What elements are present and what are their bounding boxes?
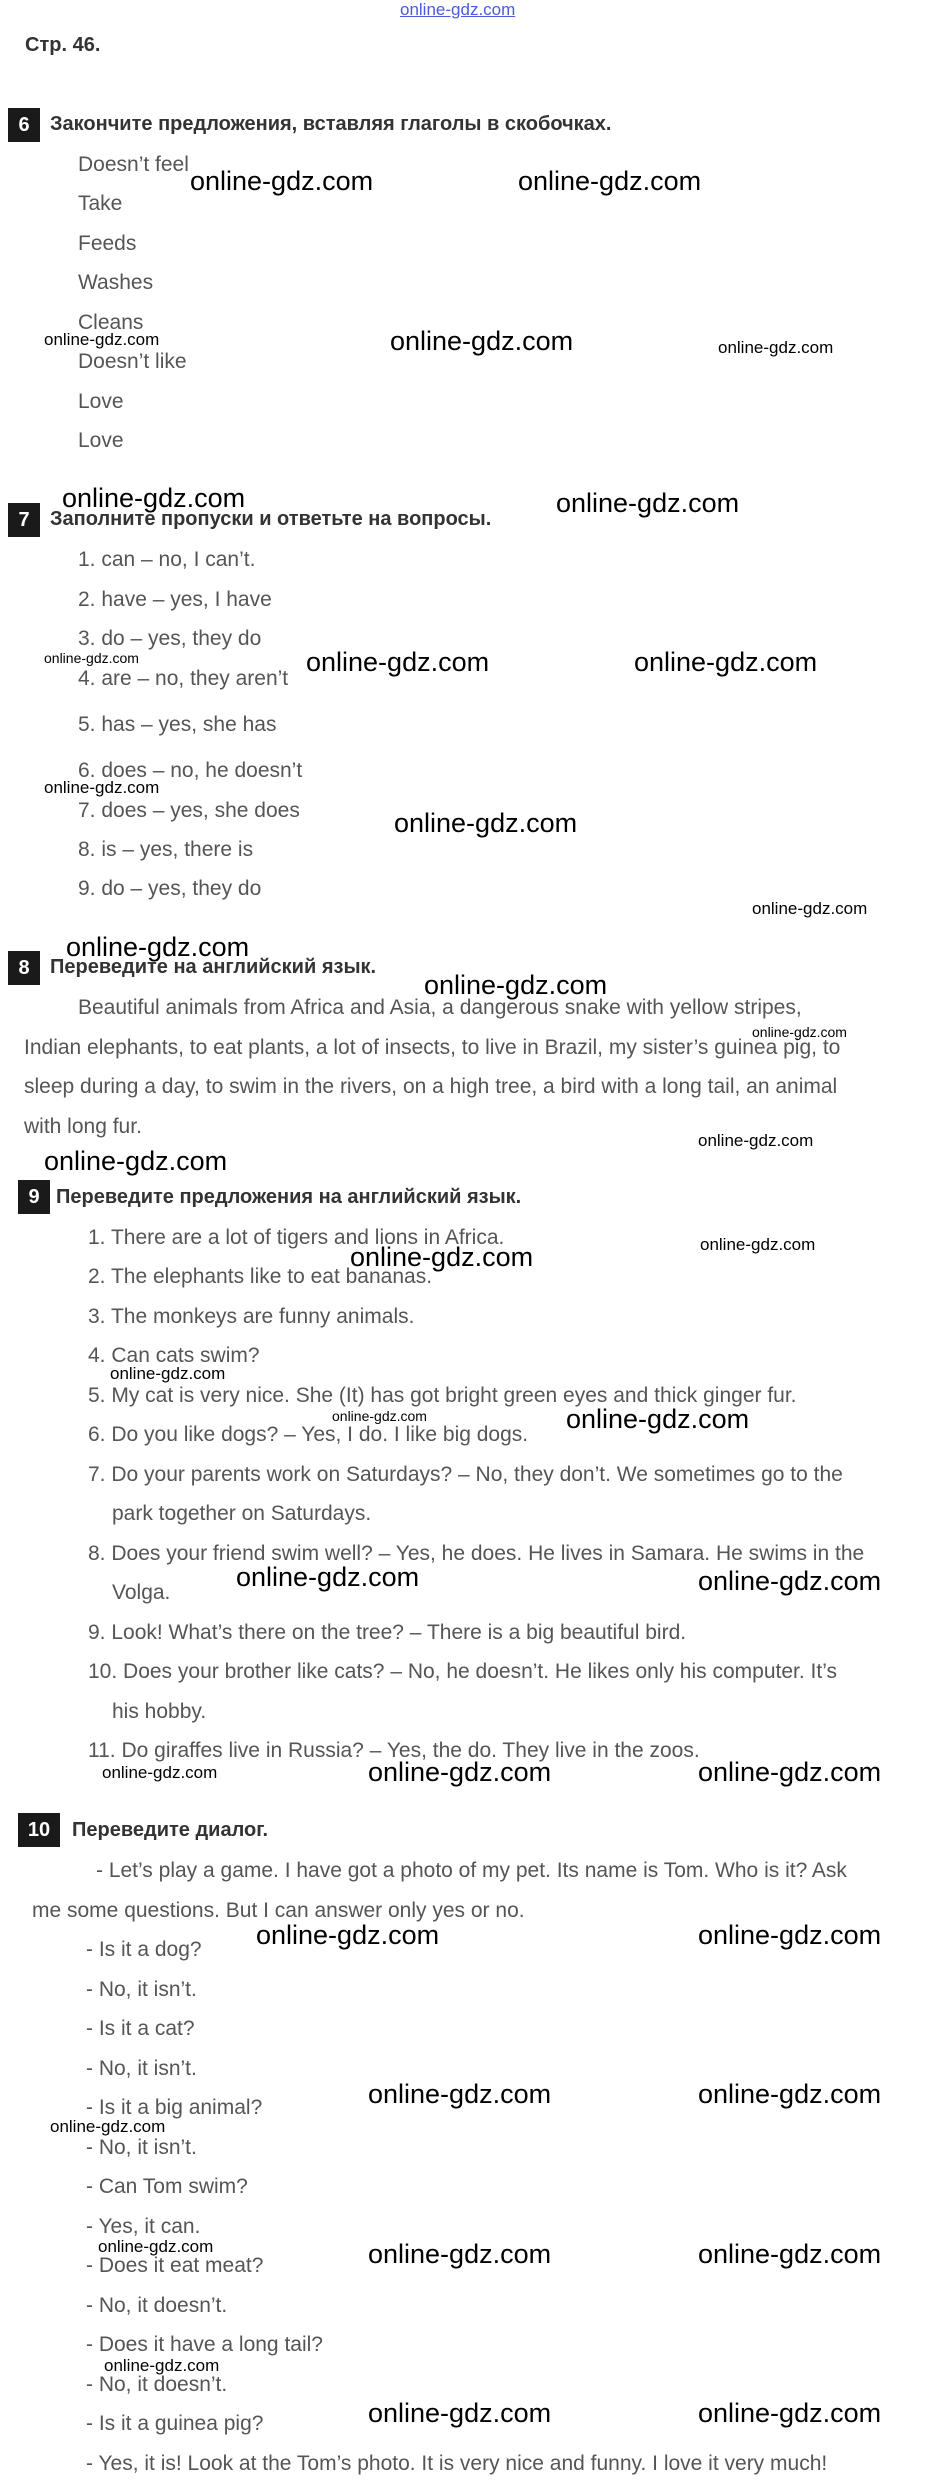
watermark: online-gdz.com xyxy=(102,1763,218,1782)
watermark: online-gdz.com xyxy=(62,483,246,513)
paragraph-line: - Let’s play a game. I have got a photo of my pet. Its name is Tom. Who is it? Ask xyxy=(96,1859,847,1882)
list-item: 1. can – no, I can’t. xyxy=(78,548,256,571)
list-item: 9. do – yes, they do xyxy=(78,877,262,900)
watermark: online-gdz.com xyxy=(698,1757,882,1787)
exercise-7-title: Заполните пропуски и ответьте на вопросы. xyxy=(50,508,492,530)
list-item: 3. do – yes, they do xyxy=(78,627,262,650)
list-item: Love xyxy=(78,390,124,413)
list-item: 11. Do giraffes live in Russia? – Yes, the do. They live in the zoos. xyxy=(88,1739,700,1762)
exercise-6-number: 6 xyxy=(8,108,40,142)
list-item: 4. Can cats swim? xyxy=(88,1344,260,1367)
list-item: 8. is – yes, there is xyxy=(78,838,254,861)
watermark: online-gdz.com xyxy=(50,2117,166,2136)
dialog-line: - No, it isn’t. xyxy=(86,1978,197,2001)
watermark: online-gdz.com xyxy=(698,1566,882,1596)
paragraph-line: with long fur. xyxy=(24,1115,142,1138)
dialog-line: - Does it eat meat? xyxy=(86,2254,264,2277)
watermark: online-gdz.com xyxy=(718,338,834,357)
list-item-continued: his hobby. xyxy=(112,1700,207,1723)
paragraph-line: Beautiful animals from Africa and Asia, a dangerous snake with yellow stripes, xyxy=(78,996,802,1019)
paragraph-line: sleep during a day, to swim in the rivers, on a high tree, a bird with a long tail, an animal xyxy=(24,1075,838,1098)
list-item: 6. Do you like dogs? – Yes, I do. I like big dogs. xyxy=(88,1423,529,1446)
watermark: online-gdz.com xyxy=(518,166,702,196)
watermark: online-gdz.com xyxy=(110,1364,226,1383)
list-item: 6. does – no, he doesn’t xyxy=(78,759,303,782)
watermark: online-gdz.com xyxy=(104,2356,220,2375)
watermark: online-gdz.com xyxy=(556,488,740,518)
dialog-line: - Is it a dog? xyxy=(86,1938,202,1961)
exercise-7-number: 7 xyxy=(8,503,40,537)
watermark: online-gdz.com xyxy=(700,1235,816,1254)
watermark: online-gdz.com xyxy=(752,899,868,918)
list-item: 7. Do your parents work on Saturdays? – No, they don’t. We sometimes go to the xyxy=(88,1463,843,1486)
exercise-9-title: Переведите предложения на английский язык. xyxy=(56,1186,522,1208)
dialog-line: - No, it doesn’t. xyxy=(86,2373,228,2396)
watermark: online-gdz.com xyxy=(368,2079,552,2109)
watermark: online-gdz.com xyxy=(698,2398,882,2428)
watermark: online-gdz.com xyxy=(66,932,250,962)
list-item: 1. There are a lot of tigers and lions in Africa. xyxy=(88,1226,505,1249)
watermark: online-gdz.com xyxy=(350,1242,534,1272)
list-item: 9. Look! What’s there on the tree? – There is a big beautiful bird. xyxy=(88,1621,687,1644)
list-item: 7. does – yes, she does xyxy=(78,799,300,822)
dialog-line: - Yes, it can. xyxy=(86,2215,201,2238)
dialog-line: - Yes, it is! Look at the Tom’s photo. It is very nice and funny. I love it very much! xyxy=(86,2452,828,2475)
list-item: Cleans xyxy=(78,311,144,334)
exercise-10-title: Переведите диалог. xyxy=(72,1819,269,1841)
paragraph-line: me some questions. But I can answer only yes or no. xyxy=(32,1899,525,1922)
watermark: online-gdz.com xyxy=(424,970,608,1000)
watermark: online-gdz.com xyxy=(236,1562,420,1592)
watermark: online-gdz.com xyxy=(698,1131,814,1150)
watermark: online-gdz.com xyxy=(306,647,490,677)
list-item-continued: Volga. xyxy=(112,1581,171,1604)
watermark: online-gdz.com xyxy=(368,2398,552,2428)
watermark: online-gdz.com xyxy=(98,2237,214,2256)
list-item: Doesn’t like xyxy=(78,350,187,373)
dialog-line: - Does it have a long tail? xyxy=(86,2333,323,2356)
watermark: online-gdz.com xyxy=(698,2079,882,2109)
list-item: 4. are – no, they aren’t xyxy=(78,667,289,690)
watermark: online-gdz.com xyxy=(368,2239,552,2269)
watermark: online-gdz.com xyxy=(44,650,139,666)
exercise-8-title: Переведите на английский язык. xyxy=(50,956,377,978)
dialog-line: - No, it doesn’t. xyxy=(86,2294,228,2317)
dialog-line: - No, it isn’t. xyxy=(86,2136,197,2159)
watermark: online-gdz.com xyxy=(390,326,574,356)
paragraph-line: Indian elephants, to eat plants, a lot of insects, to live in Brazil, my sister’s guinea pig, to xyxy=(24,1036,841,1059)
watermark: online-gdz.com xyxy=(44,778,160,797)
dialog-line: - Is it a guinea pig? xyxy=(86,2412,264,2435)
watermark: online-gdz.com xyxy=(332,1408,427,1424)
watermark: online-gdz.com xyxy=(634,647,818,677)
watermark: online-gdz.com xyxy=(394,808,578,838)
watermark: online-gdz.com xyxy=(698,1920,882,1950)
list-item: 2. The elephants like to eat bananas. xyxy=(88,1265,433,1288)
list-item-continued: park together on Saturdays. xyxy=(112,1502,372,1525)
exercise-6-title: Закончите предложения, вставляя глаголы в скобочках. xyxy=(50,113,612,135)
watermark: online-gdz.com xyxy=(190,166,374,196)
exercise-8-number: 8 xyxy=(8,951,40,985)
list-item: 2. have – yes, I have xyxy=(78,588,272,611)
exercise-9-number: 9 xyxy=(18,1180,50,1214)
watermark: online-gdz.com xyxy=(752,1024,847,1040)
list-item: 10. Does your brother like cats? – No, he doesn’t. He likes only his computer. It’s xyxy=(88,1660,837,1683)
list-item: 5. My cat is very nice. She (It) has got bright green eyes and thick ginger fur. xyxy=(88,1384,797,1407)
watermark: online-gdz.com xyxy=(368,1757,552,1787)
list-item: 5. has – yes, she has xyxy=(78,713,277,736)
watermark: online-gdz.com xyxy=(698,2239,882,2269)
list-item: Feeds xyxy=(78,232,137,255)
dialog-line: - No, it isn’t. xyxy=(86,2057,197,2080)
list-item: Washes xyxy=(78,271,154,294)
watermark: online-gdz.com xyxy=(256,1920,440,1950)
watermark: online-gdz.com xyxy=(44,330,160,349)
list-item: 3. The monkeys are funny animals. xyxy=(88,1305,415,1328)
list-item: 8. Does your friend swim well? – Yes, he does. He lives in Samara. He swims in the xyxy=(88,1542,865,1565)
dialog-line: - Can Tom swim? xyxy=(86,2175,248,2198)
list-item: Doesn’t feel xyxy=(78,153,189,176)
list-item: Take xyxy=(78,192,123,215)
watermark: online-gdz.com xyxy=(44,1146,228,1176)
watermark: online-gdz.com xyxy=(566,1404,750,1434)
exercise-10-number: 10 xyxy=(18,1813,60,1847)
dialog-line: - Is it a cat? xyxy=(86,2017,195,2040)
dialog-line: - Is it a big animal? xyxy=(86,2096,263,2119)
page-reference: Стр. 46. xyxy=(25,34,101,56)
list-item: Love xyxy=(78,429,124,452)
site-link[interactable]: online-gdz.com xyxy=(400,0,516,19)
